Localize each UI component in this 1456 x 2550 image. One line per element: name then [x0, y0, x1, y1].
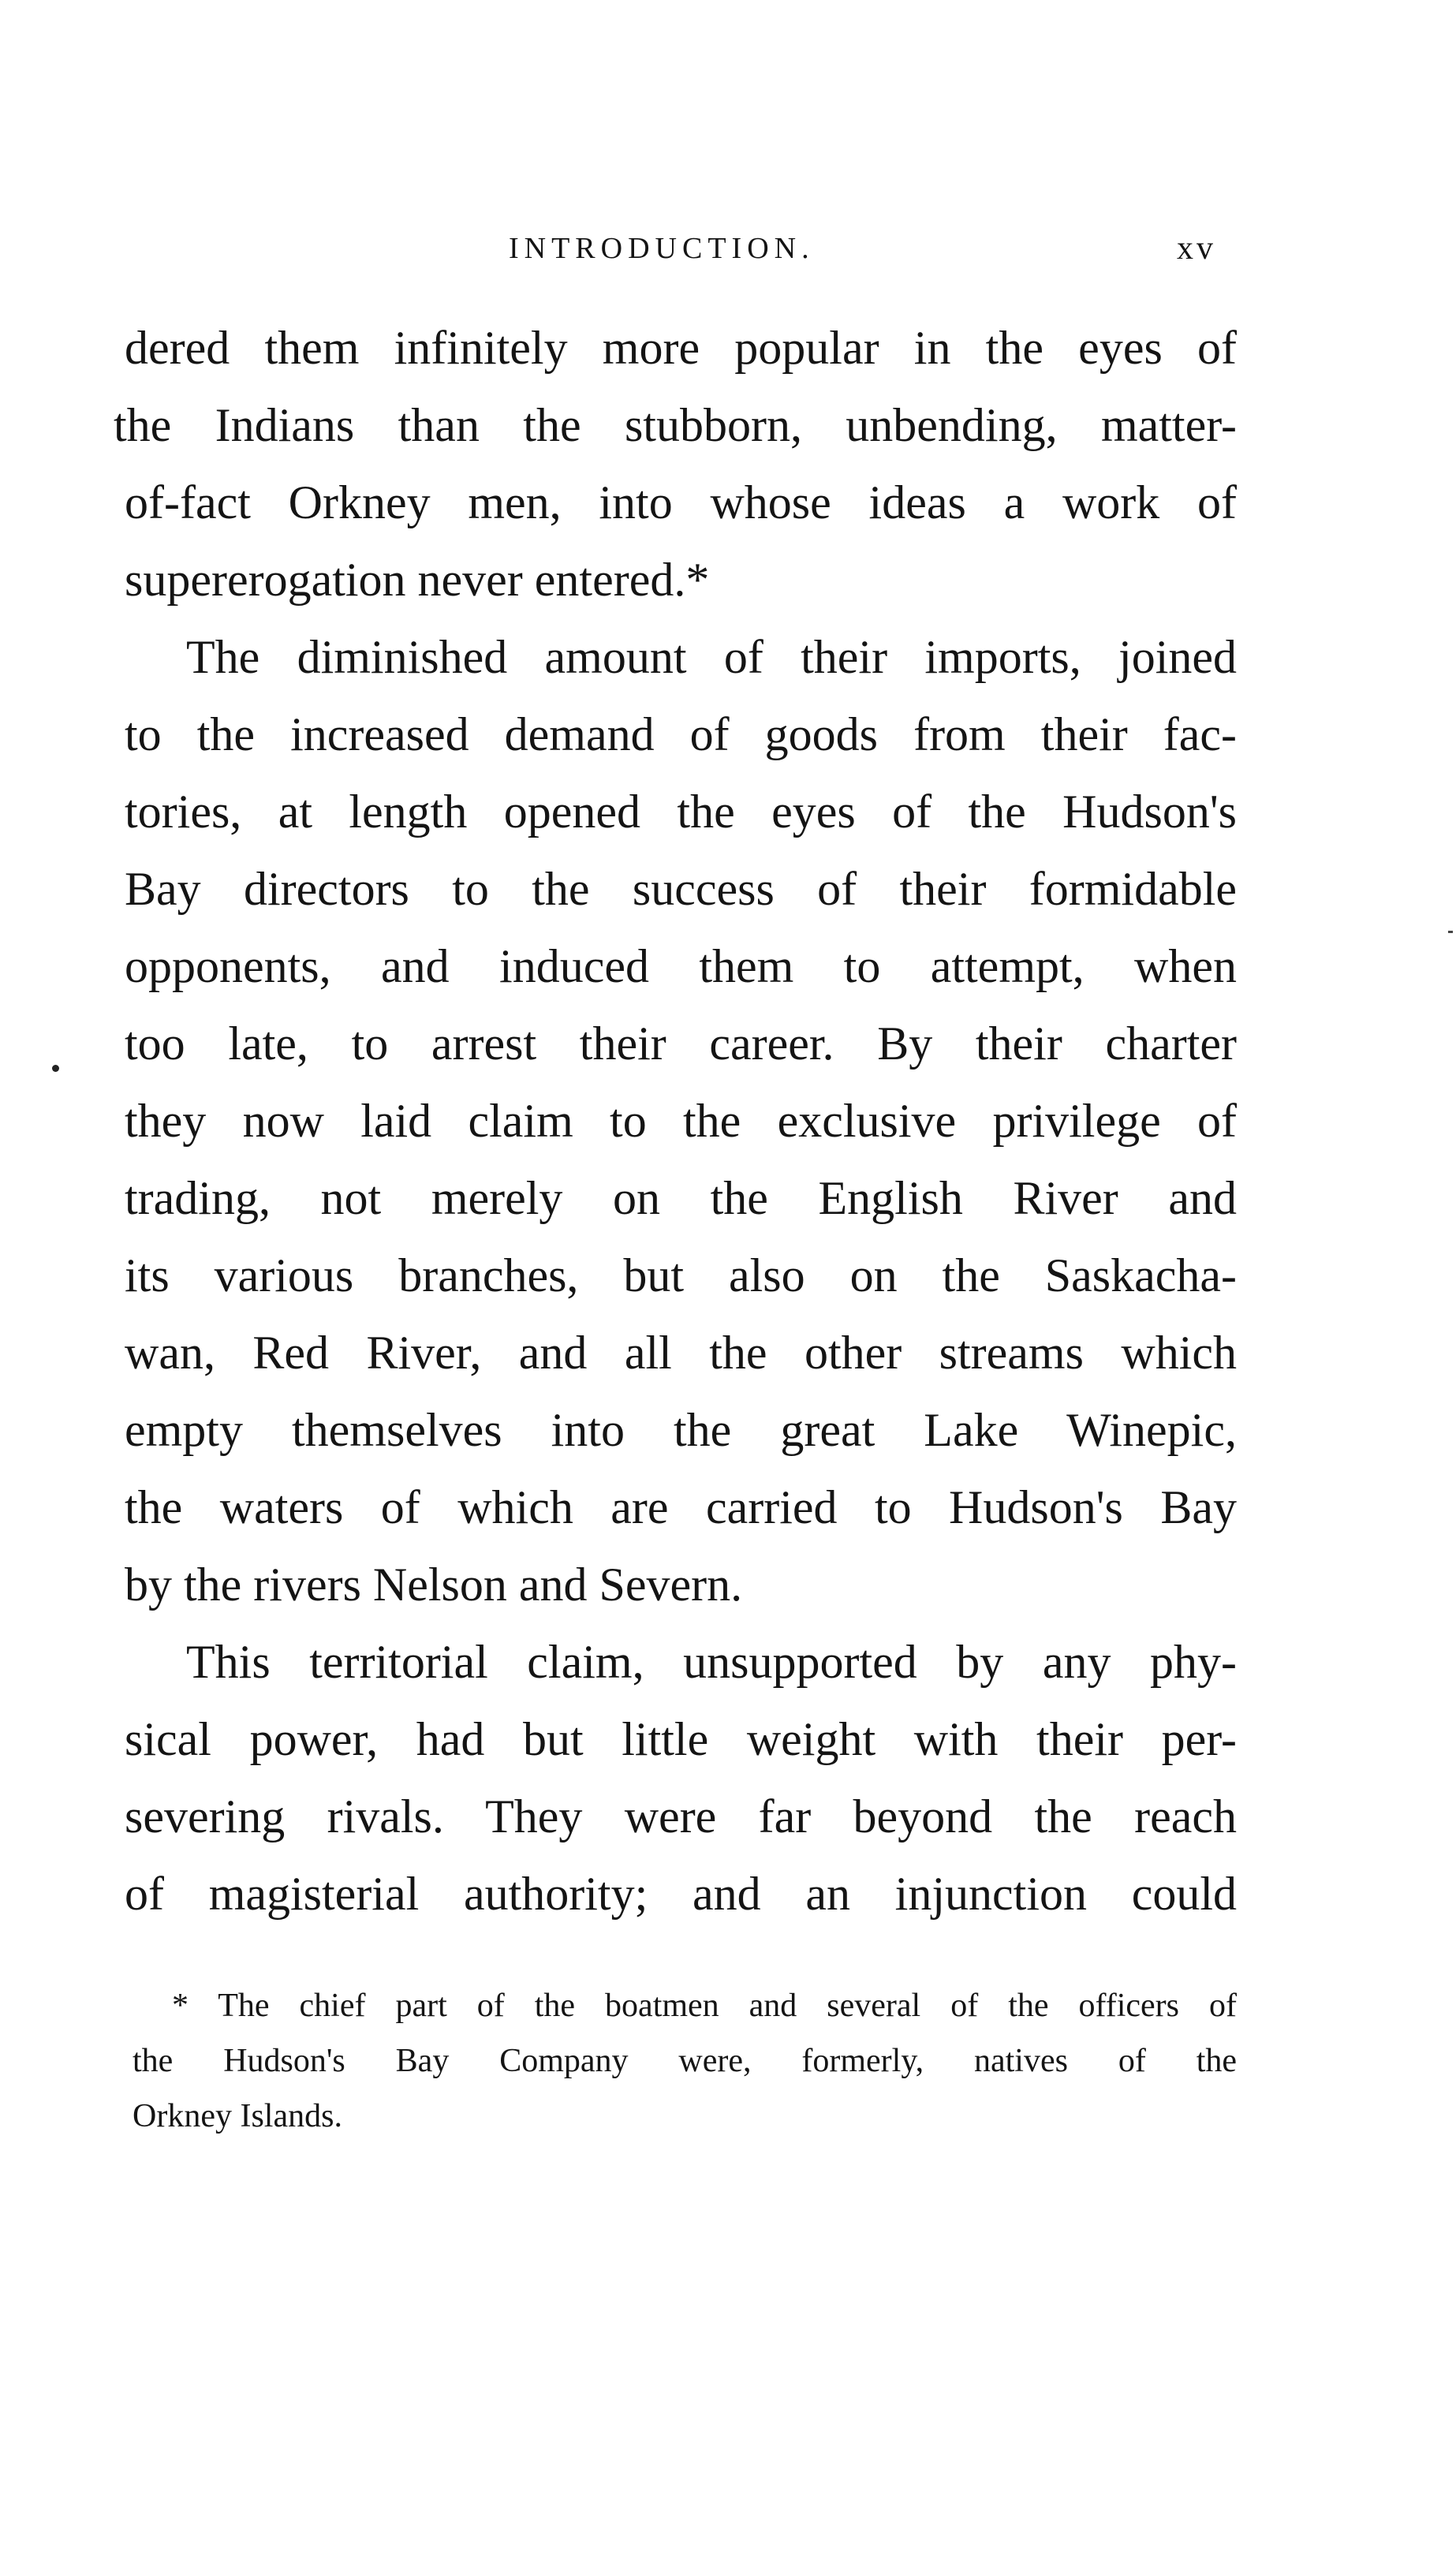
text-line: sical power, had but little weight with their per- [125, 1713, 1237, 1765]
text-line: dered them infinitely more popular in the eyes of [125, 322, 1237, 374]
text-line: by the rivers Nelson and Severn. [125, 1559, 743, 1611]
text-line: its various branches, but also on the Saskacha- [125, 1249, 1237, 1301]
text-line: This territorial claim, unsupported by any phy- [186, 1636, 1237, 1688]
text-line: they now laid claim to the exclusive privilege of [125, 1095, 1237, 1147]
running-head [0, 225, 1456, 272]
text-line: tories, at length opened the eyes of the Hudson's [125, 786, 1237, 838]
text-line: of magisterial authority; and an injunction could [125, 1868, 1237, 1920]
text-line: supererogation never entered.* [125, 554, 710, 606]
text-line: Bay directors to the success of their formidable [125, 863, 1237, 915]
text-line: severing rivals. They were far beyond the reach [125, 1790, 1237, 1842]
text-line: the Indians than the stubborn, unbending, matter- [114, 399, 1237, 451]
footnote-line: Orkney Islands. [133, 2098, 342, 2134]
page-number: xv [1177, 230, 1216, 267]
footnote-line: the Hudson's Bay Company were, formerly, natives of the [133, 2043, 1237, 2079]
body-text [114, 309, 1237, 1932]
text-line: empty themselves into the great Lake Winepic, [125, 1404, 1237, 1456]
text-line: The diminished amount of their imports, joined [186, 631, 1237, 683]
footnote-line: * The chief part of the boatmen and several of the officers of [172, 1988, 1237, 2024]
text-line: too late, to arrest their career. By their charter [125, 1017, 1237, 1070]
text-line: trading, not merely on the English River and [125, 1172, 1237, 1224]
ink-speck [52, 1065, 59, 1072]
footnote [133, 1978, 1237, 2144]
text-line: wan, Red River, and all the other streams which [125, 1327, 1237, 1379]
text-line: to the increased demand of goods from their fac- [125, 708, 1237, 760]
margin-mark [1448, 931, 1453, 933]
text-line: the waters of which are carried to Hudson's Bay [125, 1481, 1237, 1533]
text-line: of-fact Orkney men, into whose ideas a work of [125, 476, 1237, 528]
text-line: opponents, and induced them to attempt, when [125, 940, 1237, 992]
running-title: INTRODUCTION. [509, 232, 815, 265]
